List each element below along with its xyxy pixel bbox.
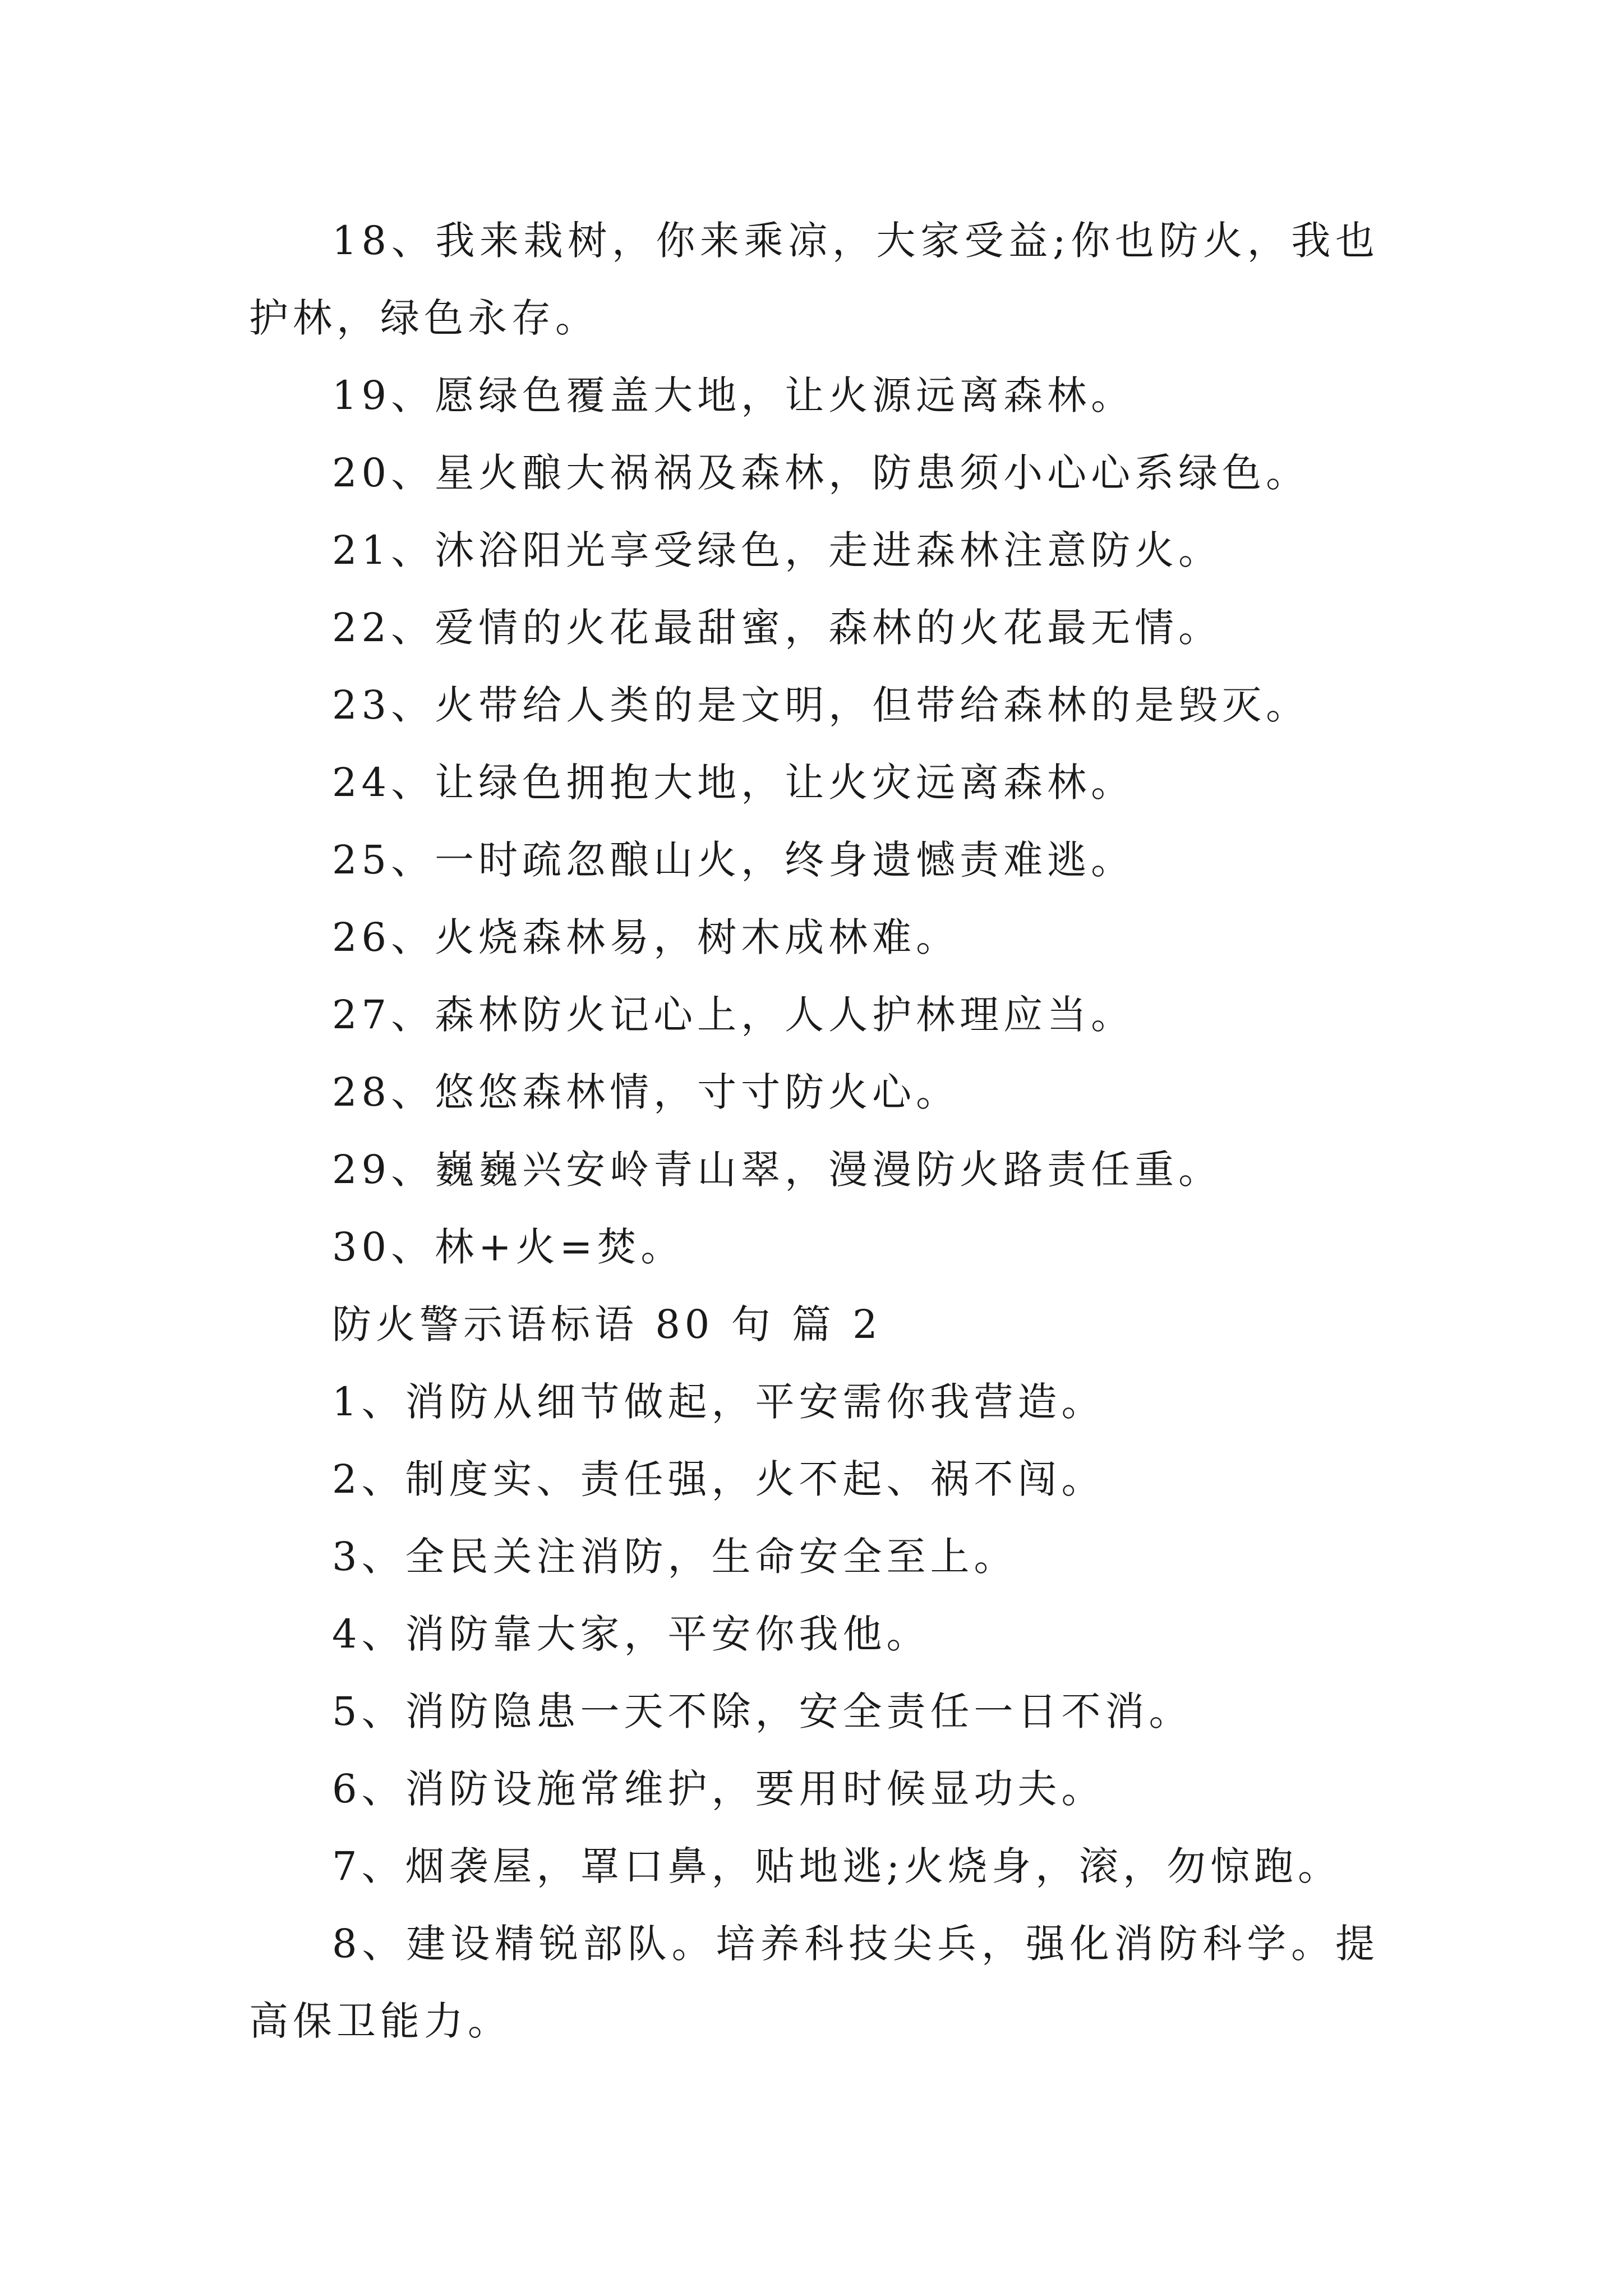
paragraph: 28、悠悠森林情，寸寸防火心。: [332, 1069, 960, 1115]
paragraph: 24、让绿色拥抱大地，让火灾远离森林。: [332, 760, 1135, 806]
paragraph: 22、爱情的火花最甜蜜，森林的火花最无情。: [332, 605, 1223, 651]
paragraph: 26、火烧森林易，树木成林难。: [332, 914, 960, 960]
paragraph: 23、火带给人类的是文明，但带给森林的是毁灭。: [332, 682, 1310, 728]
paragraph: 3、全民关注消防，生命安全至上。: [332, 1534, 1018, 1580]
paragraph: 2、制度实、责任强，火不起、祸不闯。: [332, 1456, 1105, 1502]
paragraph: 8、建设精锐部队。培养科技尖兵，强化消防科学。提高保卫能力。: [249, 1921, 1379, 2044]
paragraph: 7、烟袭屋，罩口鼻，贴地逃;火烧身，滚，勿惊跑。: [332, 1843, 1342, 1889]
paragraph: 25、一时疏忽酿山火，终身遗憾责难逃。: [332, 837, 1135, 883]
paragraph: 5、消防隐患一天不除，安全责任一日不消。: [332, 1688, 1193, 1734]
document-body: [249, 202, 1379, 2060]
section-heading: 防火警示语标语 80 句 篇 2: [332, 1301, 882, 1347]
paragraph: 6、消防设施常维护，要用时候显功夫。: [332, 1766, 1105, 1812]
paragraph: 21、沐浴阳光享受绿色，走进森林注意防火。: [332, 527, 1223, 573]
paragraph: 1、消防从细节做起，平安需你我营造。: [332, 1379, 1105, 1425]
paragraph: 29、巍巍兴安岭青山翠，漫漫防火路责任重。: [332, 1147, 1223, 1193]
paragraph: 4、消防靠大家，平安你我他。: [332, 1611, 930, 1657]
paragraph: 27、森林防火记心上，人人护林理应当。: [332, 992, 1135, 1038]
paragraph: 19、愿绿色覆盖大地，让火源远离森林。: [332, 372, 1135, 418]
paragraph: 18、我来栽树，你来乘凉，大家受益;你也防火，我也护林，绿色永存。: [249, 218, 1379, 341]
paragraph: 30、林+火=焚。: [332, 1224, 685, 1270]
paragraph: 20、星火酿大祸祸及森林，防患须小心心系绿色。: [332, 450, 1310, 496]
